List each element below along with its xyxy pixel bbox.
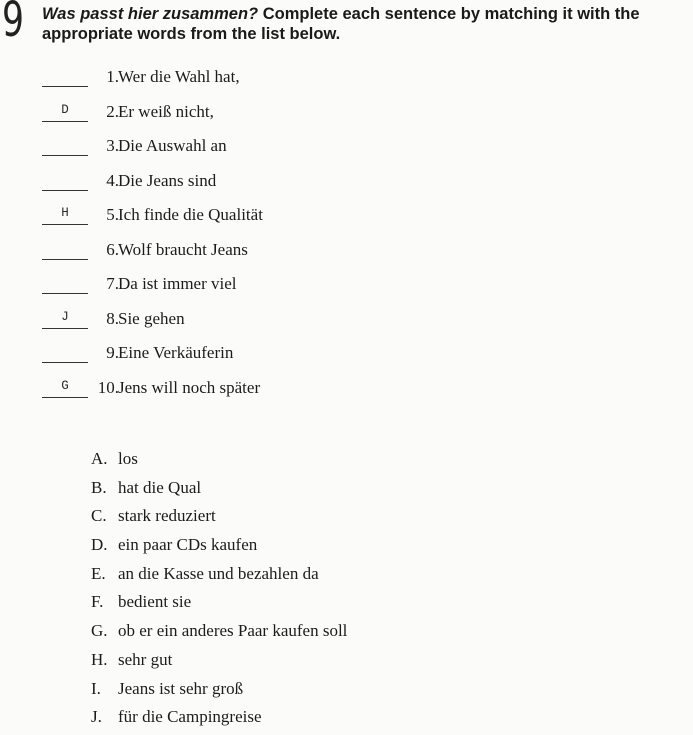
sentence-text: Die Jeans sind [118, 170, 217, 190]
choice-text: bedient sie [118, 592, 192, 612]
choice-letter: I. [91, 678, 101, 698]
choice-letter: J. [91, 707, 102, 727]
sentence-text: Jens will noch später [118, 377, 261, 397]
choice-text: an die Kasse und bezahlen da [118, 563, 319, 583]
choice-letter: F. [91, 592, 104, 612]
sentence-number: 2. [106, 101, 119, 121]
sentence-number: 6. [106, 239, 119, 259]
choice-letter: H. [91, 649, 108, 669]
sentence-text: Ich finde die Qualität [118, 205, 263, 224]
sentence-number: 9. [106, 343, 119, 362]
choice-text: für die Campingreise [118, 707, 262, 727]
choice-letter: D. [91, 535, 108, 555]
choice-text: los [118, 449, 138, 468]
choice-letter: A. [91, 449, 108, 468]
answer-value: G [61, 378, 69, 393]
choice-text: sehr gut [118, 649, 173, 669]
sentence-number: 8. [106, 308, 119, 328]
answer-value: H [61, 206, 69, 220]
sentence-number: 7. [106, 274, 119, 293]
choice-letter: G. [91, 621, 108, 641]
choice-text: Jeans ist sehr groß [118, 678, 244, 698]
sentence-text: Wolf braucht Jeans [118, 239, 248, 259]
exercise-title: Was passt hier zusammen? [42, 5, 259, 23]
sentence-number: 3. [106, 136, 119, 155]
answer-blank[interactable] [42, 170, 88, 191]
sentence-number: 4. [106, 170, 119, 190]
sentence-text: Eine Verkäuferin [118, 343, 234, 362]
answer-value: J [61, 309, 69, 324]
instruction-text: Complete each sentence by matching it with the appropriate words from the list below. [42, 5, 640, 43]
sentence-number: 5. [106, 205, 119, 224]
exercise-number: 9 [2, 0, 24, 48]
answer-blank[interactable] [42, 239, 88, 260]
sentence-text: Die Auswahl an [118, 136, 227, 155]
instructions [42, 4, 682, 44]
choice-letter: C. [91, 506, 107, 526]
choice-letter: B. [91, 477, 107, 497]
choice-text: ob er ein anderes Paar kaufen soll [118, 621, 348, 641]
sentence-number: 1. [106, 67, 119, 86]
sentence-text: Wer die Wahl hat, [118, 67, 240, 86]
answer-blank[interactable] [42, 135, 88, 156]
choice-text: stark reduziert [118, 506, 216, 526]
answer-blank[interactable] [42, 273, 88, 294]
sentence-text: Er weiß nicht, [118, 101, 214, 121]
sentence-number: 10. [97, 377, 119, 397]
answer-value: D [61, 102, 69, 117]
choice-text: ein paar CDs kaufen [118, 535, 258, 555]
answer-blank[interactable] [42, 66, 88, 87]
choice-letter: E. [91, 563, 106, 583]
answer-blank[interactable] [42, 342, 88, 363]
sentence-text: Da ist immer viel [118, 274, 237, 293]
sentence-text: Sie gehen [118, 308, 185, 328]
choice-text: hat die Qual [118, 477, 202, 497]
